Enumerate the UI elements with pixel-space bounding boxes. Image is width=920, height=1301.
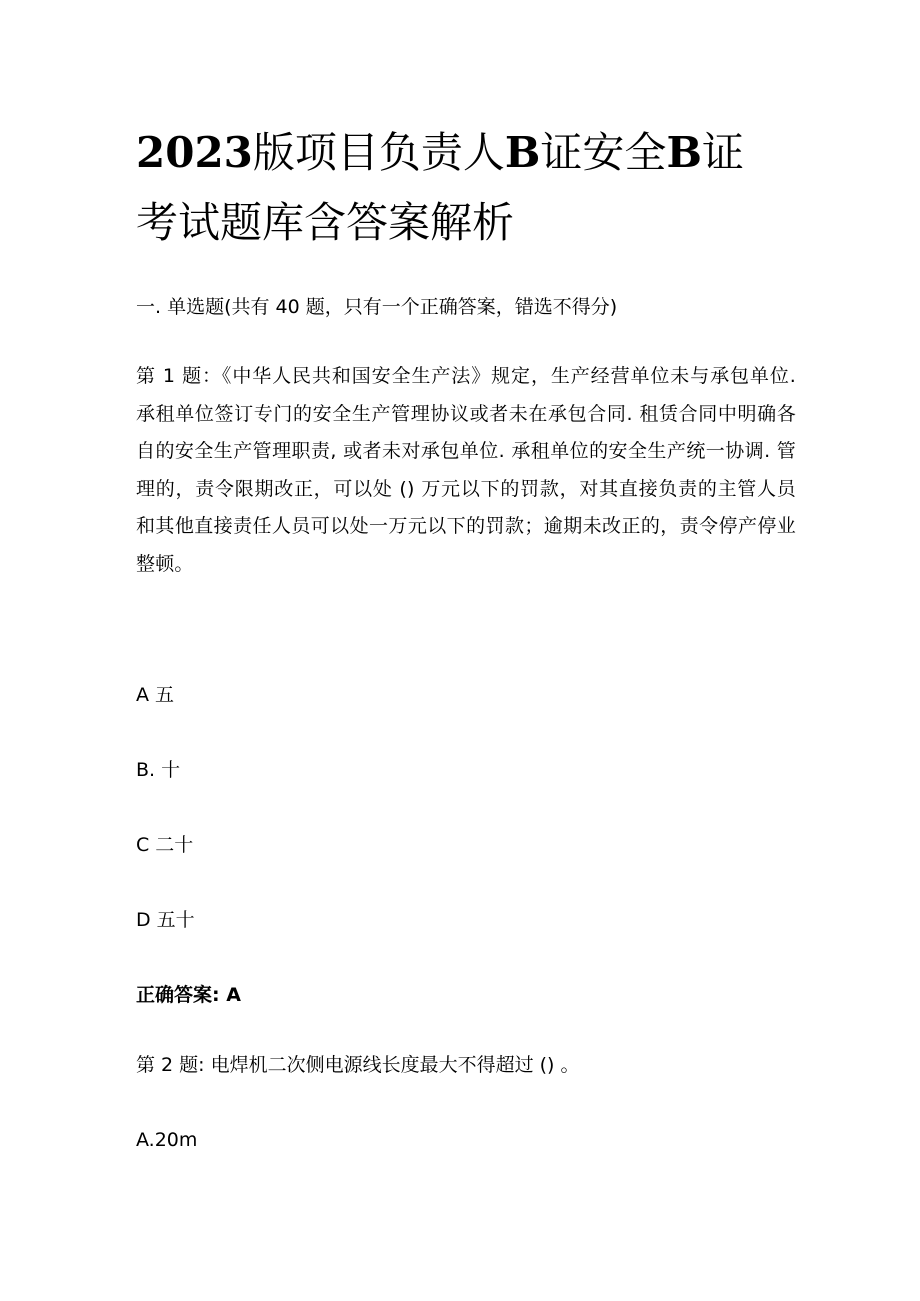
title-text-c: 证	[701, 128, 744, 177]
title-year: 2023	[136, 128, 253, 177]
document-title	[136, 118, 796, 258]
question-2-option-a: A.20m	[136, 1129, 198, 1151]
title-line-1	[136, 118, 796, 188]
question-2-text: 第 2 题: 电焊机二次侧电源线长度最大不得超过 () 。	[136, 1054, 580, 1076]
title-text-a: 版项目负责人	[252, 128, 505, 177]
title-line-2: 考试题库含答案解析	[136, 198, 515, 247]
question-1-answer: 正确答案: A	[136, 984, 241, 1006]
question-1-option-c: C 二十	[136, 834, 194, 856]
title-letter-b-1: B	[504, 128, 541, 177]
title-letter-b-2: B	[666, 128, 702, 177]
title-text-b: 证安全	[540, 128, 667, 177]
question-1-text: 第 1 题：《中华人民共和国安全生产法》规定，生产经营单位未与承包单位. 承租单位签订专门的安全生产管理协议或者未在承包合同. 租赁合同中明确各自的安全生产管理职责, 或者未对承包单位. 承租单位的安全生产统一协调. 管理的，责令限期改正，可以处 () 万元以下的罚款，对其直接负责的主管人员和其他直接责任人员可以处一万元以下的罚款；逾期未改正的，责令停产停业整顿。	[136, 365, 796, 575]
section-heading: 一. 单选题(共有 40 题，只有一个正确答案，错选不得分)	[136, 296, 618, 318]
question-1-option-b: B. 十	[136, 759, 181, 781]
question-1-option-a: A 五	[136, 684, 175, 706]
question-1-option-d: D 五十	[136, 909, 195, 931]
